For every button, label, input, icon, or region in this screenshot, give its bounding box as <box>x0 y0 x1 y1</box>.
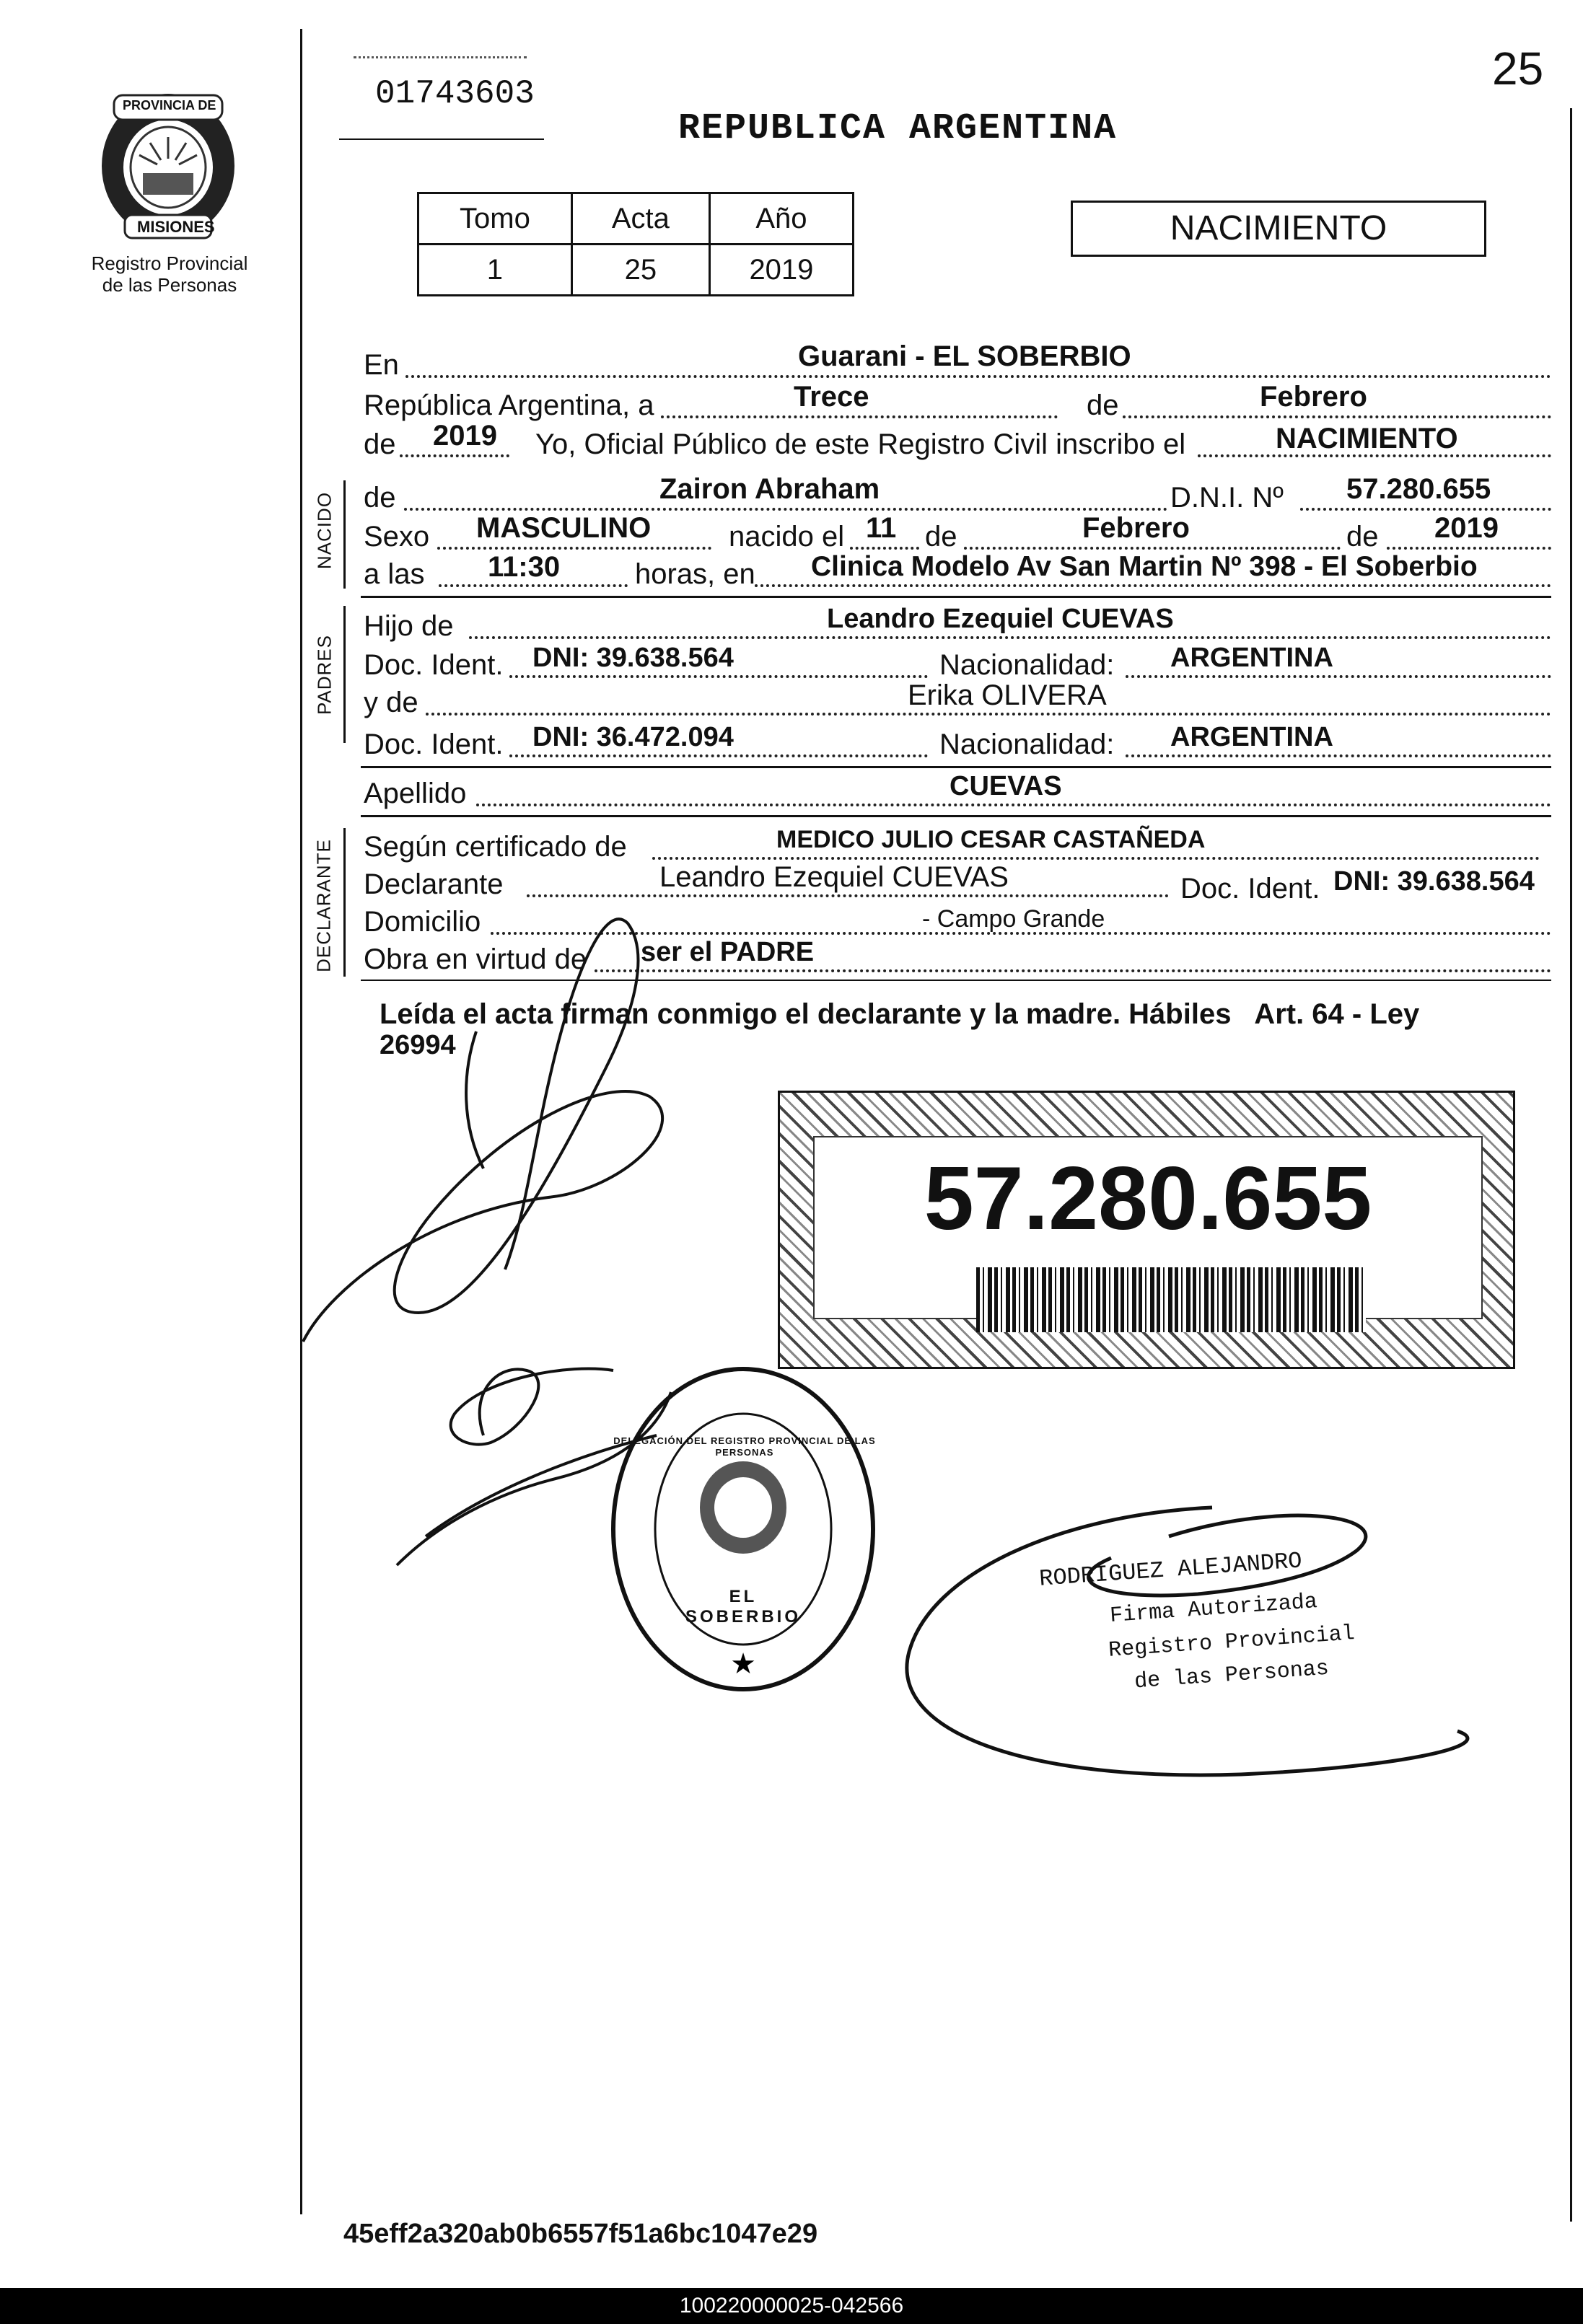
record-de-label: de <box>1087 389 1119 421</box>
apellido-dots <box>476 804 1551 806</box>
en-dots <box>405 375 1551 378</box>
nacido-time-value: 11:30 <box>488 551 561 583</box>
declarant-signature <box>289 909 693 1356</box>
page-number: 25 <box>1492 43 1544 94</box>
signer-title: Firma Autorizada <box>1109 1589 1318 1629</box>
nacido-dni-label: D.N.I. Nº <box>1170 482 1284 514</box>
inscribe-value: NACIMIENTO <box>1276 423 1458 454</box>
sexo-dots <box>437 547 711 550</box>
serial-dots <box>354 56 527 58</box>
tomo-value: 1 <box>418 245 572 296</box>
month-dots <box>1123 415 1551 418</box>
certificado-label: Según certificado de <box>364 831 627 863</box>
padres-section-label: PADRES <box>313 635 336 715</box>
nacido-de2-label: de <box>1346 521 1379 553</box>
nacido-separator <box>361 596 1551 598</box>
seal-inner-text: EL SOBERBIO <box>685 1587 801 1627</box>
nacido-dni-dots <box>1300 508 1551 511</box>
serial-underline <box>339 138 544 140</box>
right-margin-line <box>1570 108 1572 2222</box>
alas-label: a las <box>364 558 425 590</box>
nacido-dni-value: 57.280.655 <box>1346 473 1491 505</box>
nacido-el-label: nacido el <box>729 521 845 553</box>
acta-header: Acta <box>571 193 709 245</box>
father-doc-value: DNI: 39.638.564 <box>532 643 734 673</box>
republica-label: República Argentina, a <box>364 389 654 421</box>
mother-name-dots <box>426 713 1551 716</box>
padres-bracket <box>343 606 346 743</box>
dni-barcode <box>976 1267 1366 1332</box>
year-prefix-label: de <box>364 428 396 460</box>
father-nationality-dots <box>1126 675 1551 678</box>
country-title: REPUBLICA ARGENTINA <box>678 108 1118 149</box>
day-dots <box>661 415 1058 418</box>
register-table <box>417 192 854 296</box>
signer-name: RODRIGUEZ ALEJANDRO <box>1038 1547 1303 1593</box>
nacido-name-label: de <box>364 482 396 514</box>
record-type-box: NACIMIENTO <box>1071 201 1486 257</box>
time-dots <box>439 584 628 587</box>
official-seal <box>606 1363 880 1695</box>
obra-label: Obra en virtud de <box>364 943 587 975</box>
mother-name-value: Erika OLIVERA <box>908 679 1107 711</box>
declarante-doc-label: Doc. Ident. <box>1180 873 1320 904</box>
horas-label: horas, en <box>635 558 755 590</box>
obra-value: ser el PADRE <box>641 937 815 967</box>
record-year-value: 2019 <box>433 420 497 452</box>
declarante-dots <box>527 894 1169 897</box>
father-nationality-label: Nacionalidad: <box>939 649 1115 681</box>
declarante-section-label: DECLARANTE <box>312 839 335 972</box>
logo-caption-line2: de las Personas <box>102 274 237 296</box>
declarante-doc-value: DNI: 39.638.564 <box>1333 866 1535 897</box>
record-month-value: Febrero <box>1260 381 1367 413</box>
nacido-de-label: de <box>925 521 957 553</box>
nacido-year-value: 2019 <box>1434 512 1499 544</box>
padres-separator <box>361 766 1551 768</box>
certificado-value: MEDICO JULIO CESAR CASTAÑEDA <box>776 826 1206 853</box>
obra-dots <box>595 969 1551 972</box>
sexo-value: MASCULINO <box>476 512 652 544</box>
en-label: En <box>364 349 399 381</box>
mother-nationality-value: ARGENTINA <box>1170 722 1333 752</box>
closing-line1: Leída el acta firman conmigo el declarante y la madre. Hábiles Art. 64 - Ley <box>380 998 1420 1030</box>
year-dots <box>400 454 509 457</box>
nacido-place-value: Clinica Modelo Av San Martin Nº 398 - El Soberbio <box>811 551 1478 582</box>
father-doc-dots <box>509 675 928 678</box>
father-name-dots <box>469 636 1551 639</box>
anio-header: Año <box>709 193 853 245</box>
mother-nationality-label: Nacionalidad: <box>939 729 1115 760</box>
footer-bar <box>0 2288 1583 2324</box>
anio-value: 2019 <box>709 245 853 296</box>
signer-office-line1: Registro Provincial <box>1108 1621 1356 1663</box>
oficial-text: Yo, Oficial Público de este Registro Civil inscribo el <box>535 428 1186 460</box>
signer-office-line2: de las Personas <box>1133 1656 1330 1695</box>
domicilio-label: Domicilio <box>364 906 481 938</box>
closing-line2: 26994 <box>380 1030 456 1060</box>
document-code: 100220000025-042566 <box>679 2294 904 2318</box>
logo-caption-line1: Registro Provincial <box>91 252 248 274</box>
nacido-bracket <box>343 480 346 589</box>
apellido-value: CUEVAS <box>950 771 1062 801</box>
father-nationality-value: ARGENTINA <box>1170 643 1333 673</box>
domicilio-value: - Campo Grande <box>922 905 1105 933</box>
dni-sticker <box>778 1091 1515 1369</box>
logo-text-bottom: MISIONES <box>137 218 215 236</box>
tomo-header: Tomo <box>418 193 572 245</box>
apellido-label: Apellido <box>364 778 467 809</box>
place-dots <box>755 584 1551 587</box>
declarante-label: Declarante <box>364 868 504 900</box>
mother-doc-dots <box>509 754 928 757</box>
hijo-de-label: Hijo de <box>364 610 454 642</box>
mother-doc-value: DNI: 36.472.094 <box>532 722 734 752</box>
mother-doc-label: Doc. Ident. <box>364 729 504 760</box>
serial-number: 01743603 <box>375 75 535 113</box>
svg-text:★: ★ <box>730 1647 756 1681</box>
document-hash: 45eff2a320ab0b6557f51a6bc1047e29 <box>343 2219 818 2249</box>
logo-text-top: PROVINCIA DE <box>123 98 216 113</box>
sexo-label: Sexo <box>364 521 430 553</box>
nacido-name-value: Zairon Abraham <box>659 473 880 505</box>
father-name-value: Leandro Ezequiel CUEVAS <box>827 604 1174 634</box>
nacido-day-value: 11 <box>866 512 897 544</box>
sticker-dni-number: 57.280.655 <box>924 1149 1372 1249</box>
dni-sticker-panel <box>813 1136 1483 1319</box>
record-day-value: Trece <box>794 381 869 413</box>
nacido-section-label: NACIDO <box>313 491 336 570</box>
nacido-month-value: Febrero <box>1082 512 1190 544</box>
seal-ring-text: DELEGACIÓN DEL REGISTRO PROVINCIAL DE LAS PERSONAS <box>613 1435 876 1458</box>
declarante-value: Leandro Ezequiel CUEVAS <box>659 861 1009 893</box>
y-de-label: y de <box>364 687 418 718</box>
en-value: Guarani - EL SOBERBIO <box>798 340 1131 372</box>
father-doc-label: Doc. Ident. <box>364 649 504 681</box>
apellido-separator <box>361 815 1551 817</box>
acta-value: 25 <box>571 245 709 296</box>
mother-nationality-dots <box>1126 754 1551 757</box>
